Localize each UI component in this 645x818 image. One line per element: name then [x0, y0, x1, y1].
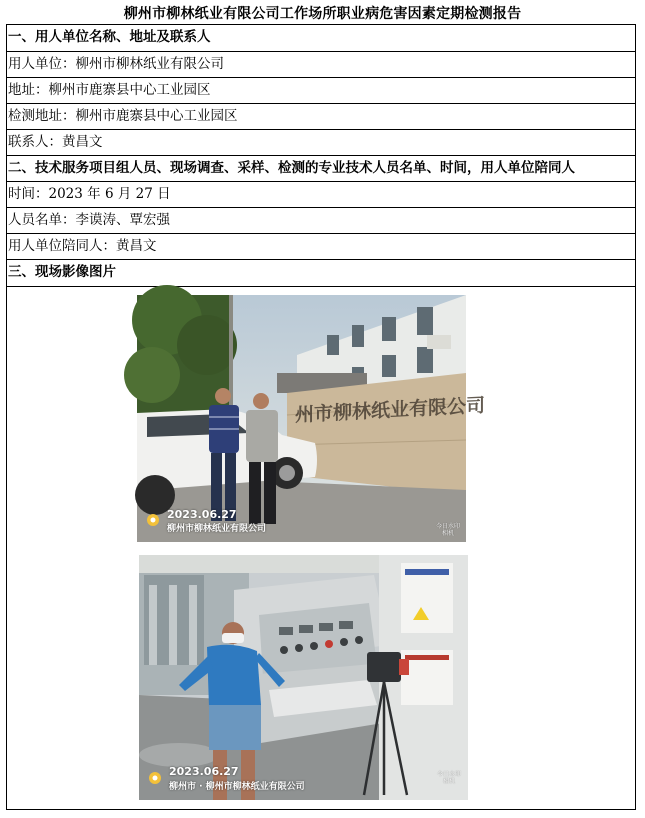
- watermark-sub-2: 相机: [442, 778, 455, 785]
- employer-row: 用人单位：柳州市柳林纸业有限公司: [7, 52, 635, 78]
- section-2-heading: 二、技术服务项目组人员、现场调查、采样、检测的专业技术人员名单、时间，用人单位陪同人: [7, 156, 635, 182]
- section-1-heading: 一、用人单位名称、地址及联系人: [7, 25, 635, 52]
- photo-date-stamp: 2023.06.27: [167, 508, 237, 521]
- report-title: 柳州市柳林纸业有限公司工作场所职业病危害因素定期检测报告: [123, 6, 522, 22]
- photo-location-stamp: 柳州市柳林纸业有限公司: [167, 524, 267, 534]
- site-photo-workshop: [139, 555, 468, 800]
- watermark-text: 今日水印: [435, 523, 460, 530]
- test-address-row: 检测地址：柳州市鹿寨县中心工业园区: [7, 104, 635, 130]
- watermark-logo-2: [432, 771, 466, 785]
- contact-row: 联系人：黄昌文: [7, 130, 635, 156]
- watermark-logo: [431, 523, 465, 537]
- time-row: 时间：2023 年 6 月 27 日: [7, 182, 635, 208]
- photo-location-stamp-2: 柳州市 · 柳州市柳林纸业有限公司: [169, 782, 305, 792]
- watermark-text-2: 今日水印: [436, 771, 461, 778]
- accompany-row: 用人单位陪同人：黄昌文: [7, 234, 635, 260]
- staff-row: 人员名单：李谟涛、覃宏强: [7, 208, 635, 234]
- company-sign: 州市柳林纸业有限公司: [295, 394, 486, 427]
- watermark-sub: 相机: [441, 530, 454, 537]
- site-photo-exterior: [137, 295, 486, 542]
- address-row: 地址：柳州市鹿寨县中心工业园区: [7, 78, 635, 104]
- section-3-heading: 三、现场影像图片: [7, 260, 635, 287]
- photo-date-stamp-2: 2023.06.27: [169, 765, 239, 778]
